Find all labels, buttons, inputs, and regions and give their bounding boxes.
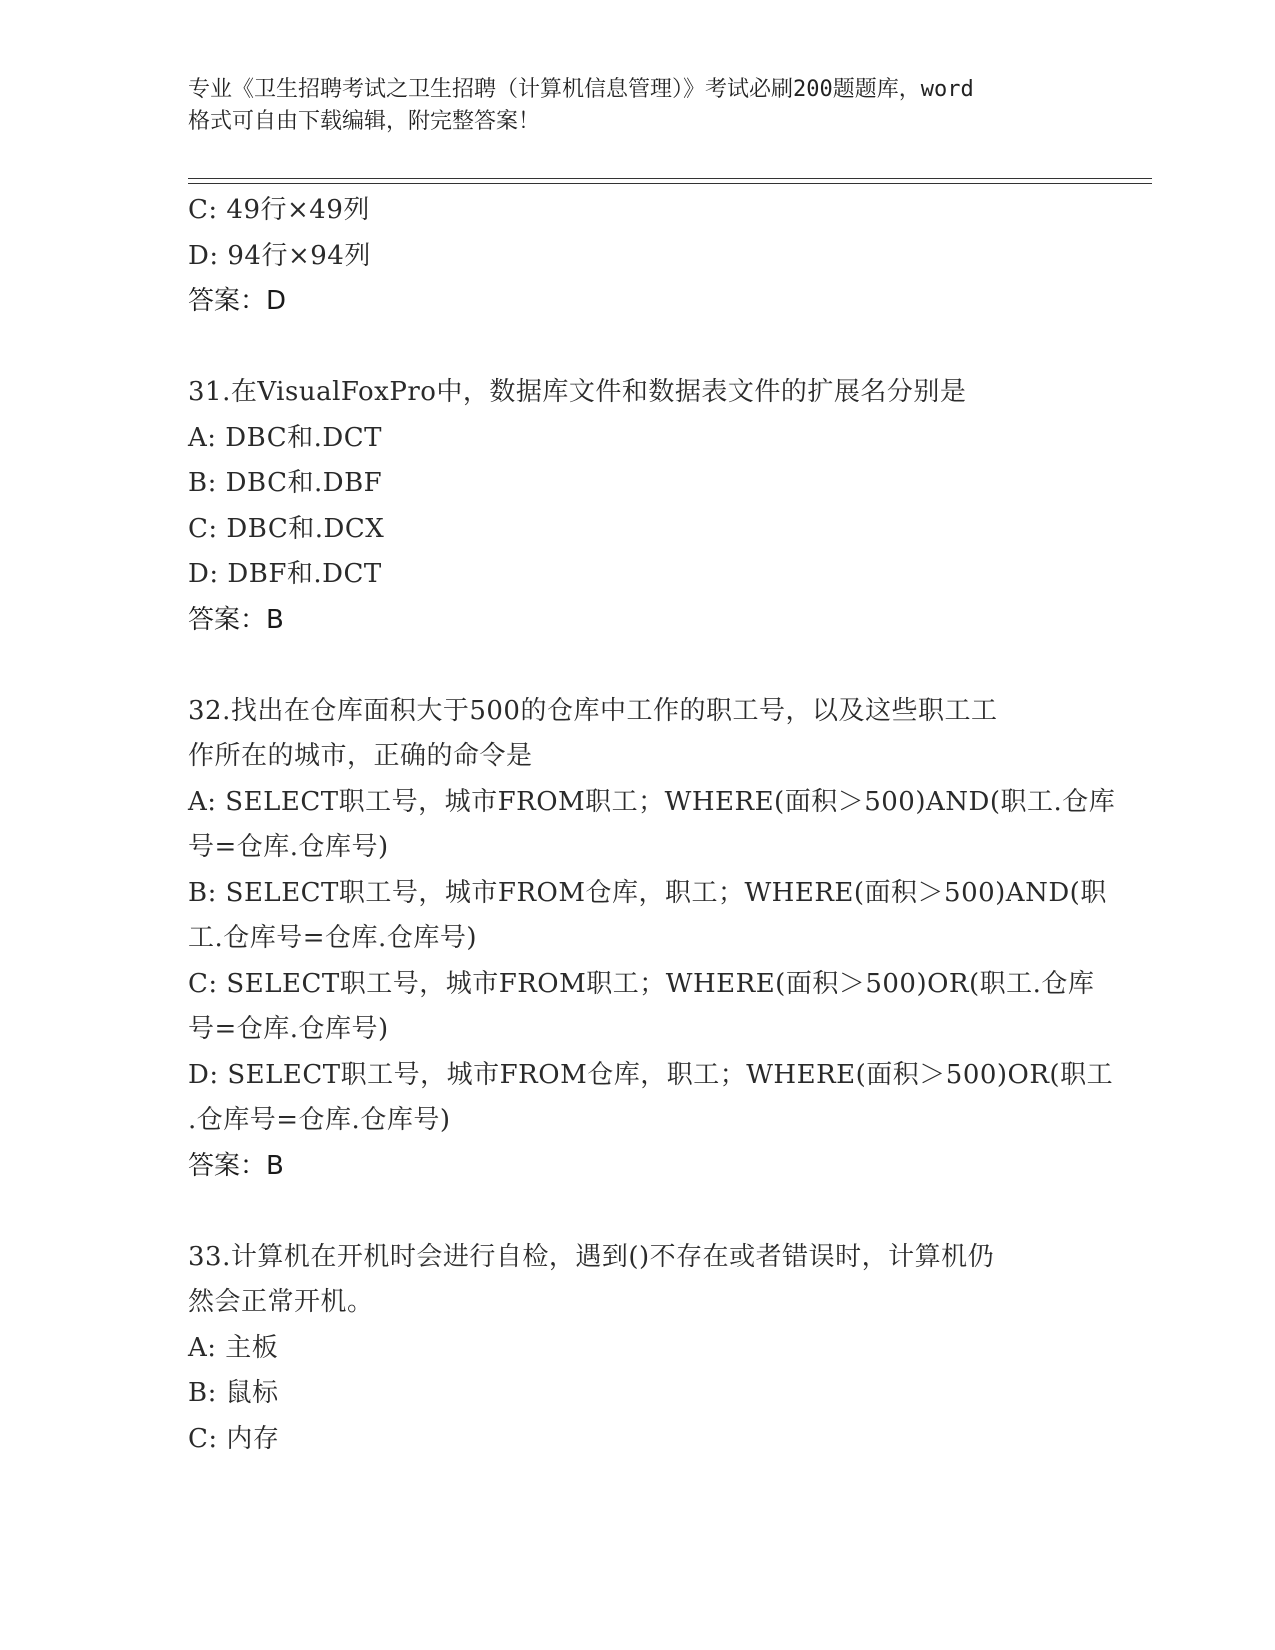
question-title-line-2: 然会正常开机。 — [188, 1287, 374, 1317]
option-a: A: 主板 — [188, 1332, 279, 1363]
option-b-line-2: 工.仓库号=仓库.仓库号) — [188, 923, 477, 953]
header-line-2: 格式可自由下载编辑，附完整答案！ — [188, 109, 541, 134]
question-title-line-1: 32.找出在仓库面积大于500的仓库中工作的职工号，以及这些职工工 — [188, 695, 998, 726]
question-33 — [188, 1235, 1088, 1463]
question-title-line-2: 作所在的城市，正确的命令是 — [188, 741, 533, 771]
previous-question-continuation — [188, 188, 1088, 325]
question-32 — [188, 689, 1116, 1190]
page-header — [188, 74, 1088, 138]
option-c-line-1: C: SELECT职工号，城市FROM职工；WHERE(面积＞500)OR(职工.仓库 — [188, 968, 1095, 999]
option-a-line-2: 号=仓库.仓库号) — [188, 832, 389, 862]
option-a: A: DBC和.DCT — [188, 422, 382, 453]
spacer — [188, 643, 1088, 689]
header-divider-top — [188, 178, 1152, 179]
option-d-line-1: D: SELECT职工号，城市FROM仓库，职工；WHERE(面积＞500)OR(职工 — [188, 1059, 1114, 1090]
option-c: C: 49行×49列 — [188, 195, 370, 225]
answer-line: 答案：B — [188, 1150, 284, 1181]
header-line-1: 专业《卫生招聘考试之卫生招聘（计算机信息管理）》考试必刷200题题库，word — [188, 77, 974, 102]
question-title-line-1: 33.计算机在开机时会进行自检，遇到()不存在或者错误时，计算机仍 — [188, 1241, 995, 1272]
answer-line: 答案：B — [188, 604, 284, 635]
option-d: D: DBF和.DCT — [188, 559, 382, 589]
option-d: D: 94行×94列 — [188, 240, 371, 271]
spacer — [188, 1189, 1088, 1235]
option-d-line-2: .仓库号=仓库.仓库号) — [188, 1105, 451, 1135]
option-b: B: 鼠标 — [188, 1378, 279, 1408]
question-31 — [188, 370, 1088, 643]
header-divider-bottom — [188, 183, 1152, 184]
spacer — [188, 325, 1088, 371]
option-a-line-1: A: SELECT职工号，城市FROM职工；WHERE(面积＞500)AND(职工.仓库 — [188, 786, 1116, 817]
option-c-line-2: 号=仓库.仓库号) — [188, 1014, 389, 1044]
option-b-line-1: B: SELECT职工号，城市FROM仓库，职工；WHERE(面积＞500)AND(职 — [188, 877, 1107, 908]
question-title: 31.在VisualFoxPro中，数据库文件和数据表文件的扩展名分别是 — [188, 377, 967, 407]
option-b: B: DBC和.DBF — [188, 468, 383, 498]
answer-line: 答案：D — [188, 286, 287, 316]
option-c: C: 内存 — [188, 1423, 280, 1454]
document-body — [188, 188, 1116, 1462]
option-c: C: DBC和.DCX — [188, 513, 385, 544]
